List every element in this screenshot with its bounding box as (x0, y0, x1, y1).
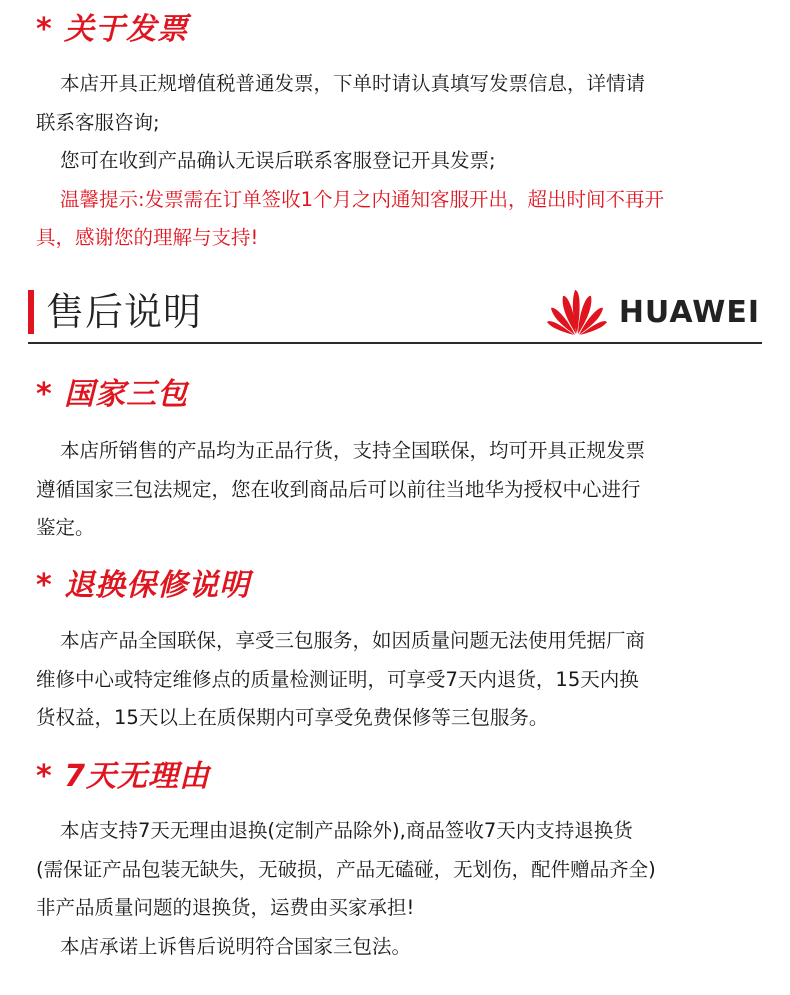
warranty-line-3: 鉴定。 (36, 516, 95, 539)
brand-logo (545, 286, 760, 338)
seven-day-line-2: (需保证产品包装无缺失，无破损，产品无磕碰，无划伤，配件赠品齐全) (36, 857, 656, 881)
warranty-heading: * 国家三包 (36, 377, 189, 412)
seven-day-heading: * 7天无理由 (36, 759, 211, 794)
seven-day-line-3: 非产品质量问题的退换货，运费由买家承担! (36, 896, 415, 919)
banner-title: 售后说明 (46, 290, 203, 334)
seven-day-line-1: 本店支持7天无理由退换(定制产品除外),商品签收7天内支持退换货 (60, 819, 633, 842)
invoice-heading: * 关于发票 (36, 12, 189, 47)
returns-line-1: 本店产品全国联保，享受三包服务，如因质量问题无法使用凭据厂商 (60, 629, 646, 652)
returns-line-2: 维修中心或特定维修点的质量检测证明，可享受7天内退货，15天内换 (36, 667, 639, 691)
returns-paragraph (36, 622, 762, 738)
invoice-confirm-text: 您可在收到产品确认无误后联系客服登记开具发票; (60, 149, 496, 172)
invoice-tip-line-2: 具，感谢您的理解与支持! (36, 226, 259, 249)
invoice-line-2: 联系客服咨询; (36, 110, 160, 134)
huawei-petal-logo-icon (545, 288, 609, 336)
seven-day-paragraph (36, 812, 762, 966)
returns-line-3: 货权益，15天以上在质保期内可享受免费保修等三包服务。 (36, 706, 549, 729)
brand-name: HUAWEI (618, 294, 760, 330)
returns-heading: * 退换保修说明 (36, 568, 251, 603)
banner-accent-bar (28, 290, 34, 334)
invoice-tip-line-1: 温馨提示:发票需在订单签收1个月之内通知客服开出，超出时间不再开 (60, 187, 664, 211)
warranty-line-1: 本店所销售的产品均为正品行货，支持全国联保，均可开具正规发票 (60, 439, 646, 462)
warranty-paragraph (36, 432, 762, 548)
warranty-line-2: 遵循国家三包法规定，您在收到商品后可以前往当地华为授权中心进行 (36, 477, 641, 501)
after-sales-banner (28, 284, 762, 344)
invoice-paragraph (36, 65, 762, 258)
invoice-line-1: 本店开具正规增值税普通发票，下单时请认真填写发票信息，详情请 (60, 72, 646, 95)
seven-day-closing: 本店承诺上诉售后说明符合国家三包法。 (60, 934, 412, 958)
